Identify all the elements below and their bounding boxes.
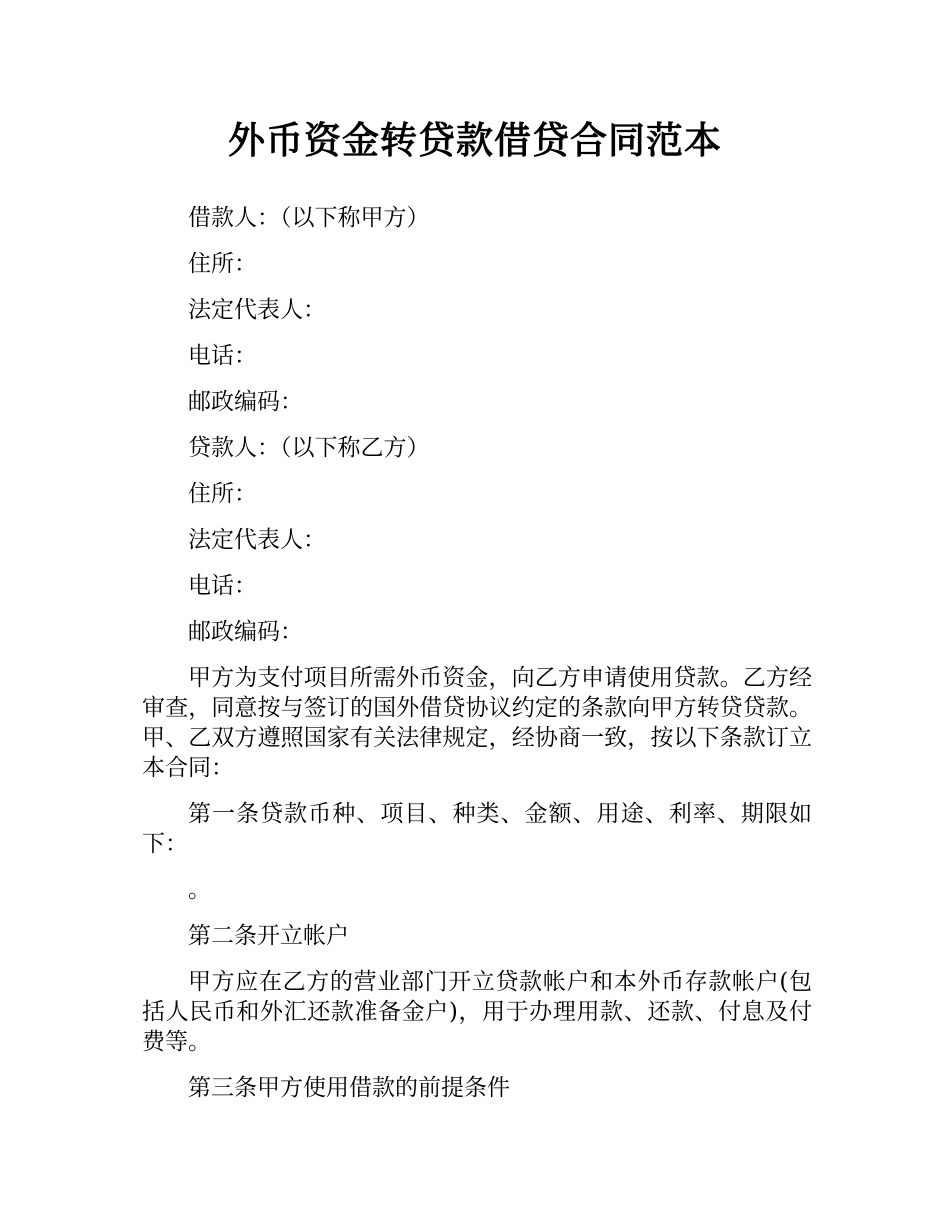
document-title: 外币资金转贷款借贷合同范本 [228,119,722,162]
paragraph-article-2-body: 甲方应在乙方的营业部门开立贷款帐户和本外币存款帐户(包括人民币和外汇还款准备金户)，用于办理用款、还款、付息及付费等。 [142,969,812,1055]
paragraph-lender-phone: 电话： [188,573,257,599]
paragraph-lender-postcode: 邮政编码： [188,619,303,645]
paragraph-borrower-postcode: 邮政编码： [188,389,303,415]
paragraph-article-1-detail: 。 [188,877,211,903]
paragraph-preamble: 甲方为支付项目所需外币资金，向乙方申请使用贷款。乙方经审查，同意按与签订的国外借贷协议约定的条款向甲方转贷贷款。甲、乙双方遵照国家有关法律规定，经协商一致，按以下条款订立本合同： [142,665,812,781]
paragraph-lender: 贷款人：（以下称乙方） [188,435,430,461]
document-body [142,203,812,1119]
paragraph-lender-address: 住所： [188,481,257,507]
paragraph-article-2-heading: 第二条开立帐户 [188,923,349,949]
paragraph-borrower: 借款人：（以下称甲方） [188,205,430,231]
paragraph-article-3-heading: 第三条甲方使用借款的前提条件 [188,1075,510,1101]
paragraph-borrower-address: 住所： [188,251,257,277]
paragraph-borrower-phone: 电话： [188,343,257,369]
paragraph-article-1: 第一条贷款币种、项目、种类、金额、用途、利率、期限如下： [142,801,812,857]
paragraph-borrower-representative: 法定代表人： [188,297,326,323]
paragraph-lender-representative: 法定代表人： [188,527,326,553]
